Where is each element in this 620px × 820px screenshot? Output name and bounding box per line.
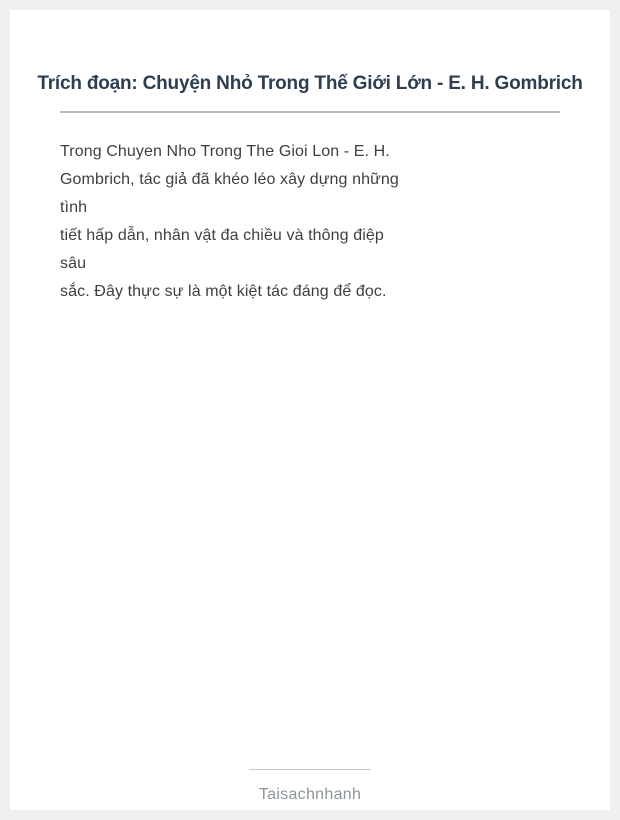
excerpt-paragraph [60,138,460,306]
page-title: Trích đoạn: Chuyện Nhỏ Trong Thế Giới Lớn - E. H. Gombrich [37,73,583,94]
footer-divider [249,769,371,770]
excerpt-line: tiết hấp dẫn, nhân vật đa chiều và thông điệp [60,227,384,244]
excerpt-line: Gombrich, tác giả đã khéo léo xây dựng những [60,171,399,188]
excerpt-line: sâu [60,255,87,272]
title-divider [60,111,560,113]
document-page [10,10,610,810]
excerpt-line: sắc. Đây thực sự là một kiệt tác đáng để đọc. [60,283,387,300]
footer-brand: Taisachnhanh [258,786,362,803]
excerpt-line: Trong Chuyen Nho Trong The Gioi Lon - E. H. [60,143,390,160]
excerpt-line: tình [60,199,88,216]
